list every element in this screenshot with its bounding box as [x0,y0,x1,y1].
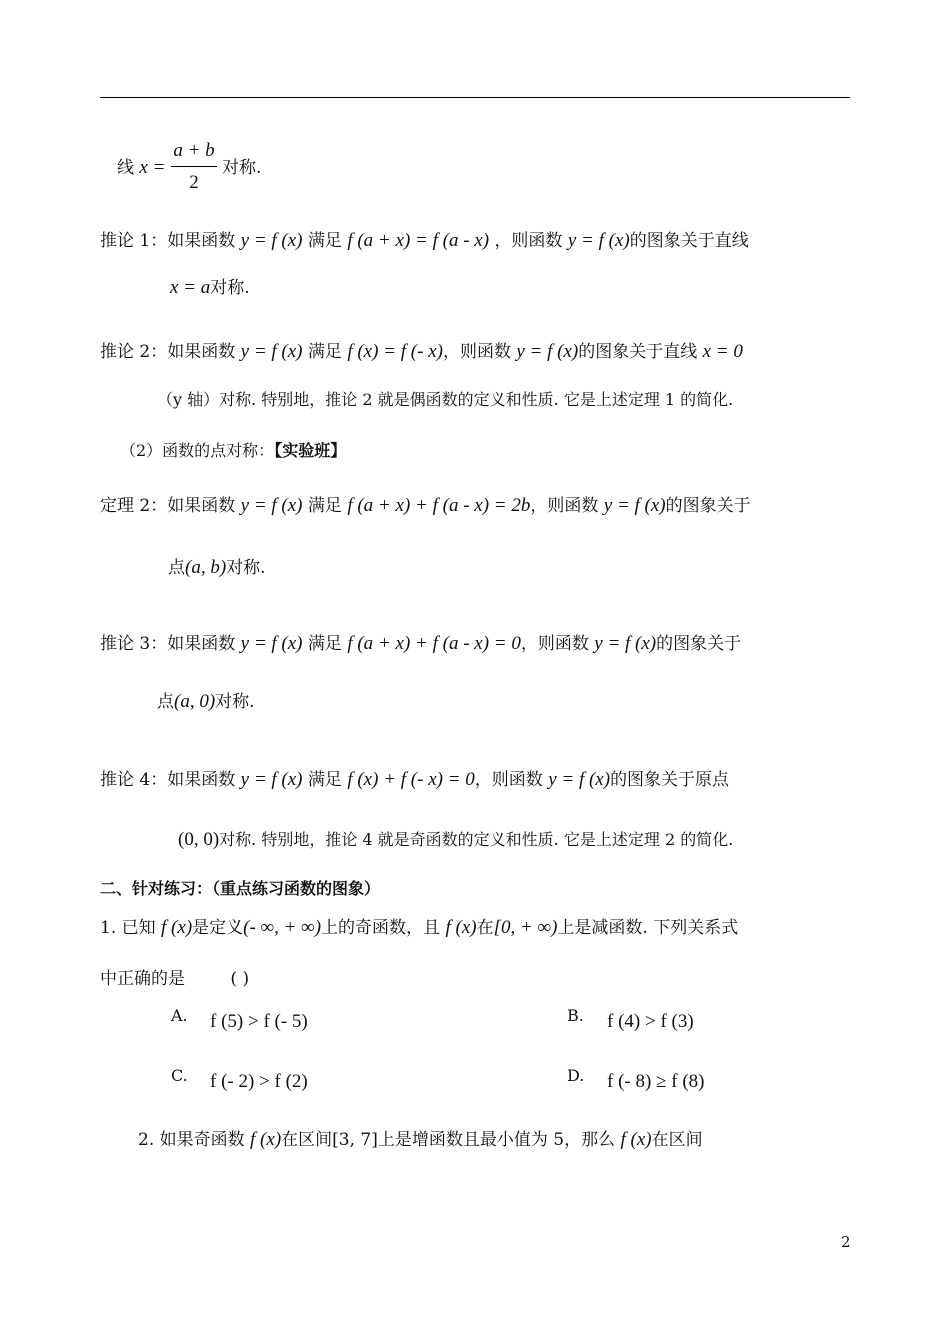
fraction-numerator: a + b [173,140,215,161]
math-interval: [0, + ∞) [493,917,558,938]
question-number: 2. 如果奇函数 [138,1130,245,1150]
math-f: y = f (x) [516,341,579,362]
math-f: y = f (x) [548,769,611,790]
math-axis: x = 0 [702,341,743,362]
question-2-line1 [138,1128,703,1152]
math-domain: (- ∞, + ∞) [243,917,322,938]
option-c-expr: f (- 2) > f (2) [210,1071,308,1092]
option-b-expr: f (4) > f (3) [607,1011,694,1032]
option-a-letter: A. [171,1006,188,1025]
math-equation: f (x) = f (- x) [347,341,443,362]
math-f: f (x) [161,917,193,938]
corollary-2-line2: （y 轴）对称. 特别地，推论 2 就是偶函数的定义和性质. 它是上述定理 1 的简化. [157,390,734,409]
text: ，则函数 [494,231,563,251]
text: ，则函数 [474,770,543,790]
question-number: 1. 已知 [100,918,156,938]
practice-heading: 二、针对练习：（重点练习函数的图象） [100,879,381,898]
question-1-line2 [100,967,249,991]
line-axis-suffix: 对称. [222,158,262,178]
text: ，则函数 [530,496,599,516]
text: 满足 [307,770,342,790]
section-point-symmetry [120,439,346,463]
math-f: y = f (x) [240,230,303,251]
math-equation: f (x) + f (- x) = 0 [347,769,475,790]
option-b-letter: B. [567,1006,584,1025]
answer-blank: ( ) [230,969,250,989]
math-f: f (x) [250,1129,282,1150]
label: 推论 1：如果函数 [100,231,236,251]
text: 点 [157,692,174,712]
math-f: y = f (x) [567,230,630,251]
tag: 【实验班】 [274,441,347,460]
corollary-2-line1 [100,340,743,364]
fraction-denominator: 2 [189,172,199,193]
text: 是定义 [192,918,244,938]
corollary-3-line1 [100,632,741,656]
text: 满足 [307,634,342,654]
text: 的图象关于 [665,496,751,516]
label: 推论 4：如果函数 [100,770,236,790]
corollary-1-line1 [100,229,749,253]
math-equation: f (a + x) + f (a - x) = 2b [347,495,531,516]
text: 的图象关于直线 [629,231,749,251]
header-rule [100,97,850,98]
text: 中正确的是 [100,969,185,989]
label: 推论 3：如果函数 [100,634,236,654]
text: 对称. [210,278,250,298]
corollary-4-line1 [100,768,729,792]
option-c-letter: C. [171,1066,188,1085]
corollary-1-line2 [170,276,250,300]
question-1-line1 [100,916,738,940]
text: 线 [117,158,134,178]
text: ，则函数 [442,342,511,362]
fraction-bar [171,166,217,167]
math-f: y = f (x) [240,633,303,654]
line-axis-row [117,156,165,180]
math-f: y = f (x) [594,633,657,654]
corollary-3-line2 [157,690,255,714]
text: 在 [476,918,494,938]
math-f: f (x) [620,1129,652,1150]
text: 对称. [215,692,255,712]
theorem-2-line1 [100,494,751,518]
text: 满足 [307,231,342,251]
math-f: y = f (x) [240,495,303,516]
math-point: (a, b) [185,557,227,578]
text: 对称. [226,558,266,578]
text: 在区间 [651,1130,703,1150]
text: 的图象关于 [656,634,742,654]
math-f: y = f (x) [240,769,303,790]
text: 在区间[3, 7]上是增函数且最小值为 5，那么 [281,1130,616,1150]
math-f: f (x) [445,917,477,938]
label: 定理 2：如果函数 [100,496,236,516]
text: 上是减函数. 下列关系式 [557,918,739,938]
text: ，则函数 [520,634,589,654]
text: 的图象关于直线 [578,342,698,362]
text: 对称. 特别地，推论 4 就是奇函数的定义和性质. 它是上述定理 2 的简化. [219,830,734,849]
option-a-expr: f (5) > f (- 5) [210,1011,308,1032]
corollary-4-line2 [178,828,733,852]
math-origin: (0, 0) [178,829,220,850]
math-f: y = f (x) [603,495,666,516]
math-lhs: x = [139,157,166,178]
math-equation: f (a + x) + f (a - x) = 0 [347,633,521,654]
text: 点 [168,558,185,578]
text: （2）函数的点对称： [120,441,275,460]
option-d-expr: f (- 8) ≥ f (8) [607,1071,705,1092]
text: 的图象关于原点 [610,770,730,790]
page-number: 2 [841,1233,851,1251]
text: 满足 [307,496,342,516]
option-d-letter: D. [567,1066,585,1085]
text: 上的奇函数，且 [321,918,441,938]
text: 满足 [307,342,342,362]
math-point: (a, 0) [174,691,216,712]
math-equation: f (a + x) = f (a - x) [347,230,490,251]
math-f: y = f (x) [240,341,303,362]
math-axis: x = a [170,277,211,298]
label: 推论 2：如果函数 [100,342,236,362]
theorem-2-line2 [168,556,266,580]
